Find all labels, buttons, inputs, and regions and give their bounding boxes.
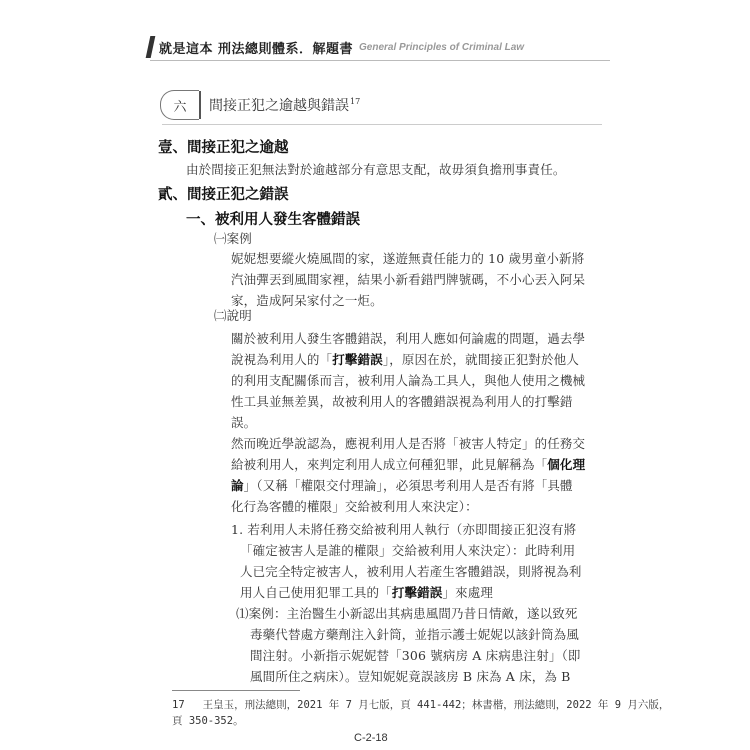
section-rule xyxy=(162,124,602,125)
case-line: 家，造成阿呆家付之一炬。 xyxy=(231,293,383,308)
subheading: 一、被利用人發生客體錯誤 xyxy=(186,211,360,228)
emphasis: 論 xyxy=(231,478,244,493)
header-title-cn: 就是這本 刑法總則體系．解題書 xyxy=(159,41,354,57)
footnote-rule xyxy=(172,690,300,691)
explanation-line: 關於被利用人發生客體錯誤，利用人應如何論處的問題，過去學 xyxy=(231,331,586,346)
explanation-line: 誤。 xyxy=(231,415,257,430)
case-label: ㈠案例 xyxy=(214,231,252,246)
heading-1: 壹、間接正犯之逾越 xyxy=(158,139,289,156)
emphasis: 個化理 xyxy=(547,457,586,472)
numbered-item-line: 「確定被害人是誰的權限」交給被利用人來決定）：此時利用 xyxy=(240,543,576,558)
numbered-item-line: 用人自己使用犯罪工具的「打擊錯誤」來處理 xyxy=(240,585,494,600)
footnote-ref: 17 xyxy=(350,97,361,107)
paragraph: 由於間接正犯無法對於逾越部分有意思支配，故毋須負擔刑事責任。 xyxy=(186,162,566,177)
case-line: 妮妮想要縱火燒風間的家，遂遊無責任能力的 10 歲男童小新將 xyxy=(231,251,585,266)
sub-case-line: ⑴案例：主治醫生小新認出其病患風間乃昔日情敵，遂以致死 xyxy=(236,606,578,621)
numbered-item-line: 1. 若利用人未將任務交給被利用人執行（亦即間接正犯沒有將 xyxy=(231,522,577,537)
sub-case-line: 風間所住之病床）。豈知妮妮竟誤該房 B 床為 A 床，為 B xyxy=(250,669,571,684)
header-title-en: General Principles of Criminal Law xyxy=(359,41,525,53)
explanation-line: 給被利用人，來判定利用人成立何種犯罪，此見解稱為「個化理 xyxy=(231,457,586,472)
numbered-item-line: 人已完全特定被害人，被利用人若產生客體錯誤，則將視為利 xyxy=(240,564,582,579)
explanation-line: 性工具並無差異，故被利用人的客體錯誤視為利用人的打擊錯 xyxy=(231,394,573,409)
explanation-line: 論」（又稱「權限交付理論」，必須思考利用人是否有將「具體 xyxy=(231,478,573,493)
section-title: 間接正犯之逾越與錯誤$^{17}$ xyxy=(209,97,361,114)
heading-2: 貳、間接正犯之錯誤 xyxy=(158,186,289,203)
section-divider xyxy=(199,91,201,119)
emphasis: 打擊錯誤 xyxy=(391,585,443,600)
explanation-line: 然而晚近學說認為，應視利用人是否將「被害人特定」的任務交 xyxy=(231,436,586,451)
case-line: 汽油彈丟到風間家裡，結果小新看錯門牌號碼，不小心丟入阿呆 xyxy=(231,272,586,287)
running-header xyxy=(148,36,524,58)
footnote-number: 17 xyxy=(172,699,185,711)
footnote-line: 17 王皇玉，刑法總則，2021 年 7 月七版，頁 441-442；林書楷，刑法總則，2022 年 9 月六版， xyxy=(172,699,670,711)
section-number: 六 xyxy=(160,90,199,120)
explanation-line: 的利用支配關係而言，被利用人論為工具人，與他人使用之機械 xyxy=(231,373,586,388)
explanation-label: ㈡說明 xyxy=(214,308,252,323)
footnote-line: 頁 350-352。 xyxy=(172,715,244,727)
header-mark xyxy=(146,36,156,58)
page-number: C-2-18 xyxy=(354,732,388,744)
sub-case-line: 毒藥代替處方藥劑注入針筒，並指示護士妮妮以該針筒為風 xyxy=(250,627,579,642)
explanation-line: 化行為客體的權限」交給被利用人來決定）： xyxy=(231,499,478,514)
header-rule xyxy=(150,60,610,61)
explanation-line: 說視為利用人的「打擊錯誤」，原因在於，就間接正犯對於他人 xyxy=(231,352,579,367)
sub-case-line: 間注射。小新指示妮妮替「306 號病房 A 床病患注射」（即 xyxy=(250,648,581,663)
emphasis: 打擊錯誤 xyxy=(332,352,383,367)
section-heading xyxy=(160,90,360,120)
